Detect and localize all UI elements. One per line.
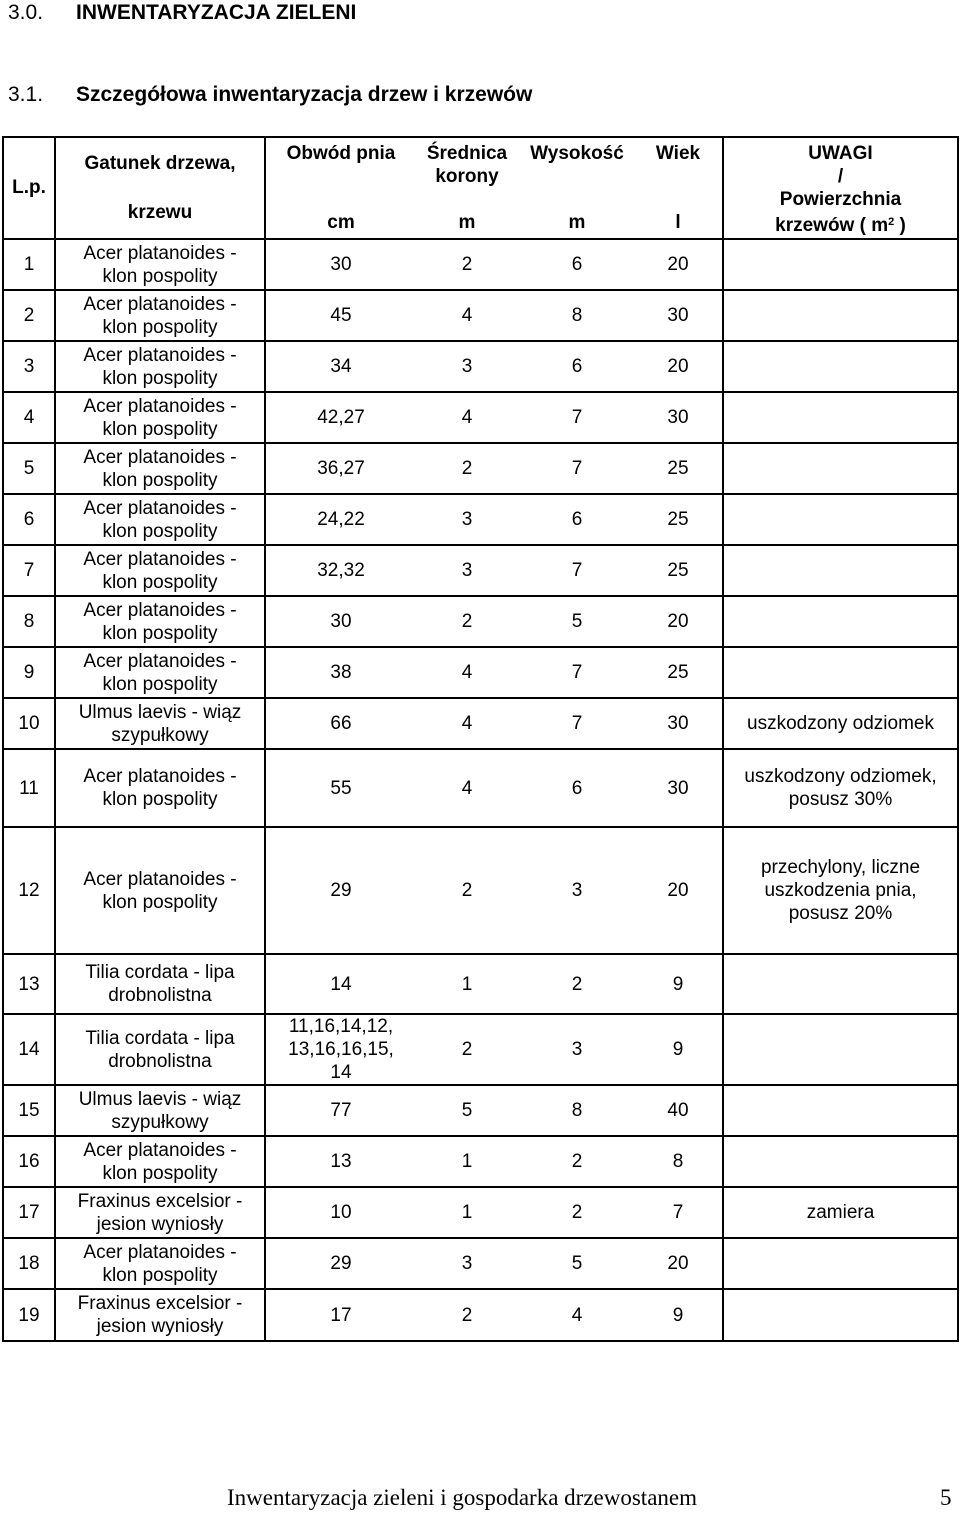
table-row: [3, 392, 958, 443]
row-crown-diameter: 1: [461, 1151, 473, 1172]
row-species: Acer platanoides - klon pospolity: [55, 749, 265, 827]
row-age: 20: [667, 254, 689, 275]
row-lp: 12: [3, 827, 55, 954]
table-row: [3, 545, 958, 596]
row-age: 25: [667, 560, 689, 581]
row-measurements: [265, 1085, 723, 1136]
row-notes: [723, 239, 958, 290]
row-species: Acer platanoides - klon pospolity: [55, 239, 265, 290]
row-species: Fraxinus excelsior - jesion wyniosły: [55, 1289, 265, 1341]
row-crown-diameter: 2: [461, 880, 473, 901]
row-measurements: [265, 290, 723, 341]
table-row: [3, 749, 958, 827]
section-title: INWENTARYZACJA ZIELENI: [76, 1, 357, 24]
row-circumference: 17: [330, 1304, 352, 1326]
row-species: Acer platanoides - klon pospolity: [55, 1136, 265, 1187]
row-age: 30: [667, 407, 689, 428]
row-lp: 8: [3, 596, 55, 647]
row-circumference: 10: [330, 1202, 352, 1223]
row-measurements: [265, 1238, 723, 1289]
row-measurements: [265, 749, 723, 827]
row-crown-diameter: 4: [461, 713, 473, 734]
row-notes: [723, 1136, 958, 1187]
row-height: 7: [571, 407, 583, 428]
row-lp: 13: [3, 954, 55, 1014]
row-age: 25: [667, 509, 689, 530]
row-height: 5: [571, 1253, 583, 1274]
row-circumference: 66: [330, 713, 352, 734]
row-measurements: [265, 1136, 723, 1187]
row-measurements: [265, 1187, 723, 1238]
row-species: Ulmus laevis - wiąz szypułkowy: [55, 698, 265, 749]
header-species-line2: krzewu: [127, 202, 193, 223]
row-crown-diameter: 2: [461, 611, 473, 632]
row-height: 5: [571, 611, 583, 632]
row-crown-diameter: 3: [461, 560, 473, 581]
table-row: [3, 341, 958, 392]
row-measurements: [265, 443, 723, 494]
row-crown-diameter: 2: [461, 1304, 473, 1326]
table-row: [3, 494, 958, 545]
row-age: 9: [672, 1304, 684, 1326]
row-height: 7: [571, 713, 583, 734]
row-circumference: 38: [330, 662, 352, 683]
row-lp: 5: [3, 443, 55, 494]
row-circumference: 30: [330, 254, 352, 275]
row-measurements: [265, 1289, 723, 1341]
row-notes: [723, 1238, 958, 1289]
row-crown-diameter: 3: [461, 509, 473, 530]
row-crown-diameter: 1: [461, 1202, 473, 1223]
header-age-unit: l: [675, 212, 681, 233]
row-height: 2: [571, 1202, 583, 1223]
row-lp: 11: [3, 749, 55, 827]
row-height: 7: [571, 662, 583, 683]
row-species: Acer platanoides - klon pospolity: [55, 596, 265, 647]
row-species: Acer platanoides - klon pospolity: [55, 341, 265, 392]
row-notes: uszkodzony odziomek, posusz 30%: [723, 749, 958, 827]
row-age: 25: [667, 458, 689, 479]
row-notes: przechylony, liczne uszkodzenia pnia, posusz 20%: [723, 827, 958, 954]
row-circumference: 32,32: [317, 560, 365, 581]
row-height: 7: [571, 458, 583, 479]
row-lp: 7: [3, 545, 55, 596]
row-notes: uszkodzony odziomek: [723, 698, 958, 749]
header-species: [55, 137, 265, 239]
row-species: Acer platanoides - klon pospolity: [55, 494, 265, 545]
row-notes: [723, 494, 958, 545]
row-species: Acer platanoides - klon pospolity: [55, 392, 265, 443]
row-age: 25: [667, 662, 689, 683]
row-notes: [723, 1085, 958, 1136]
row-measurements: [265, 596, 723, 647]
row-height: 7: [571, 560, 583, 581]
row-height: 6: [571, 356, 583, 377]
row-age: 40: [667, 1100, 689, 1121]
row-crown-diameter: 2: [461, 1039, 473, 1060]
row-notes: [723, 392, 958, 443]
row-circumference: 30: [330, 611, 352, 632]
row-lp: 9: [3, 647, 55, 698]
footer-title: Inwentaryzacja zieleni i gospodarka drzewostanem: [227, 1485, 698, 1510]
table-row: [3, 1238, 958, 1289]
row-lp: 4: [3, 392, 55, 443]
header-measurements: [265, 137, 723, 239]
row-circumference: 29: [330, 880, 352, 901]
row-measurements: [265, 827, 723, 954]
row-crown-diameter: 1: [461, 973, 473, 995]
page-number: 5: [940, 1485, 952, 1510]
row-age: 8: [672, 1151, 684, 1172]
table-row: [3, 647, 958, 698]
section-number: 3.0.: [8, 1, 44, 24]
row-lp: 15: [3, 1085, 55, 1136]
row-height: 2: [571, 973, 583, 995]
row-circumference: 29: [330, 1253, 352, 1274]
row-notes: [723, 596, 958, 647]
header-circumference: Obwód pnia: [286, 143, 396, 164]
row-lp: 16: [3, 1136, 55, 1187]
row-height: 3: [571, 1039, 583, 1060]
row-notes: [723, 443, 958, 494]
row-height: 6: [571, 777, 583, 799]
row-measurements: [265, 647, 723, 698]
row-measurements: [265, 545, 723, 596]
table-row: [3, 290, 958, 341]
row-lp: 14: [3, 1014, 55, 1085]
row-species: Tilia cordata - lipa drobnolistna: [55, 1014, 265, 1085]
row-height: 6: [571, 254, 583, 275]
row-height: 2: [571, 1151, 583, 1172]
row-circumference: 34: [330, 356, 352, 377]
row-lp: 2: [3, 290, 55, 341]
header-height-unit: m: [568, 212, 586, 233]
row-species: Fraxinus excelsior - jesion wyniosły: [55, 1187, 265, 1238]
row-circumference: 42,27: [317, 407, 365, 428]
header-circumference-unit: cm: [327, 212, 355, 233]
row-age: 9: [672, 973, 684, 995]
row-measurements: [265, 1014, 723, 1085]
row-age: 20: [667, 611, 689, 632]
row-species: Tilia cordata - lipa drobnolistna: [55, 954, 265, 1014]
row-species: Ulmus laevis - wiąz szypułkowy: [55, 1085, 265, 1136]
row-crown-diameter: 4: [461, 407, 473, 428]
row-measurements: [265, 341, 723, 392]
header-species-line1: Gatunek drzewa,: [84, 153, 236, 174]
row-crown-diameter: 4: [461, 662, 473, 683]
row-age: 20: [667, 356, 689, 377]
table-row: [3, 1136, 958, 1187]
row-lp: 6: [3, 494, 55, 545]
header-notes: UWAGI / Powierzchnia krzewów ( $m^2$ ): [723, 137, 958, 239]
row-crown-diameter: 4: [461, 305, 473, 326]
row-circumference: 13: [330, 1151, 352, 1172]
row-lp: 18: [3, 1238, 55, 1289]
subsection-number: 3.1.: [8, 83, 44, 106]
row-age: 30: [667, 713, 689, 734]
row-measurements: [265, 698, 723, 749]
row-height: 6: [571, 509, 583, 530]
row-measurements: [265, 239, 723, 290]
row-height: 8: [571, 1100, 583, 1121]
row-circumference: 45: [330, 305, 352, 326]
header-age: Wiek: [655, 143, 701, 164]
row-notes: [723, 954, 958, 1014]
row-crown-diameter: 2: [461, 254, 473, 275]
row-circumference: 55: [330, 777, 352, 799]
row-lp: 17: [3, 1187, 55, 1238]
row-notes: [723, 545, 958, 596]
row-lp: 19: [3, 1289, 55, 1341]
row-age: 30: [667, 777, 689, 799]
row-notes: [723, 1014, 958, 1085]
row-age: 20: [667, 880, 689, 901]
table-row: [3, 1014, 958, 1085]
table-row: [3, 698, 958, 749]
table-row: [3, 596, 958, 647]
row-age: 7: [672, 1202, 684, 1223]
row-measurements: [265, 954, 723, 1014]
table-header-row: [3, 137, 958, 239]
row-lp: 1: [3, 239, 55, 290]
row-height: 8: [571, 305, 583, 326]
row-height: 4: [571, 1304, 583, 1326]
row-measurements: [265, 494, 723, 545]
row-species: Acer platanoides - klon pospolity: [55, 647, 265, 698]
row-measurements: [265, 392, 723, 443]
row-crown-diameter: 2: [461, 458, 473, 479]
row-circumference: 36,27: [317, 458, 365, 479]
row-species: Acer platanoides - klon pospolity: [55, 443, 265, 494]
row-notes: [723, 1289, 958, 1341]
row-species: Acer platanoides - klon pospolity: [55, 545, 265, 596]
row-notes: [723, 290, 958, 341]
row-crown-diameter: 3: [461, 1253, 473, 1274]
table-row: [3, 827, 958, 954]
subsection-title: Szczegółowa inwentaryzacja drzew i krzewów: [76, 83, 533, 106]
row-species: Acer platanoides - klon pospolity: [55, 290, 265, 341]
table-row: [3, 1085, 958, 1136]
row-lp: 10: [3, 698, 55, 749]
row-age: 20: [667, 1253, 689, 1274]
row-notes: zamiera: [723, 1187, 958, 1238]
subsection-heading: [8, 82, 532, 108]
row-height: 3: [571, 880, 583, 901]
table-row: [3, 443, 958, 494]
row-notes: [723, 341, 958, 392]
row-species: Acer platanoides - klon pospolity: [55, 827, 265, 954]
table-row: [3, 1187, 958, 1238]
row-lp: 3: [3, 341, 55, 392]
row-age: 9: [672, 1039, 684, 1060]
header-crown: Średnica korony: [426, 143, 508, 187]
row-notes: [723, 647, 958, 698]
header-lp: L.p.: [3, 137, 55, 239]
table-row: [3, 239, 958, 290]
inventory-table: [2, 136, 959, 1342]
row-circumference: 14: [330, 973, 352, 995]
table-row: [3, 954, 958, 1014]
section-heading: [8, 0, 356, 26]
row-circumference: 24,22: [317, 509, 365, 530]
row-circumference: 77: [330, 1100, 352, 1121]
header-crown-unit: m: [458, 212, 476, 233]
row-crown-diameter: 4: [461, 777, 473, 799]
row-age: 30: [667, 305, 689, 326]
row-crown-diameter: 5: [461, 1100, 473, 1121]
row-circumference: 11,16,14,12, 13,16,16,15, 14: [288, 1016, 394, 1083]
table-body: [3, 239, 958, 1341]
table-row: [3, 1289, 958, 1341]
header-height: Wysokość: [530, 143, 624, 164]
row-species: Acer platanoides - klon pospolity: [55, 1238, 265, 1289]
row-crown-diameter: 3: [461, 356, 473, 377]
